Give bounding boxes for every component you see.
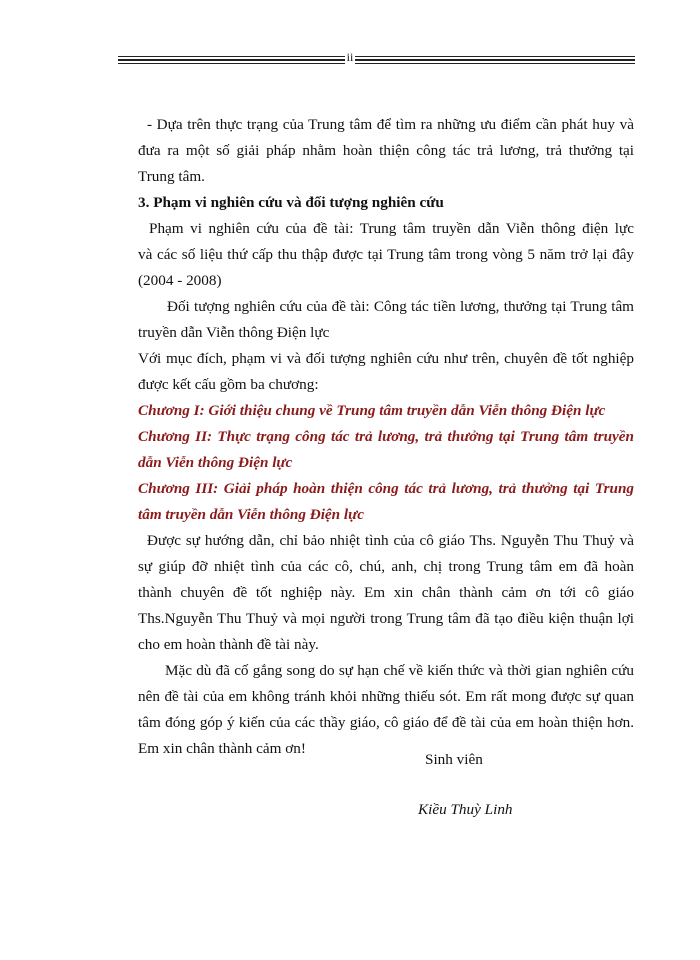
thanks-line: thành chuyên đề tốt nghiệp này. Em xin chân thành cảm ơn tới cô giáo xyxy=(138,584,634,601)
scope-line: Phạm vi nghiên cứu của đề tài: Trung tâm truyền dẫn Viễn thông điện lực xyxy=(149,220,634,237)
closing-line: tâm đóng góp ý kiến của các thầy giáo, cô giáo để đề tài của em hoàn thiện hơn. xyxy=(138,714,634,731)
document-body xyxy=(138,112,634,762)
signature-role: Sinh viên xyxy=(425,751,483,768)
signature-name: Kiều Thuỳ Linh xyxy=(418,801,513,818)
subject-line: Đối tượng nghiên cứu của đề tài: Công tác tiền lương, thưởng tại Trung tâm xyxy=(167,298,634,315)
chapter-2-title-cont: dẫn Viễn thông Điện lực xyxy=(138,454,293,471)
scope-line: (2004 - 2008) xyxy=(138,272,222,289)
closing-line: nên đề tài của em không tránh khỏi những thiếu sót. Em rất mong được sự quan xyxy=(138,688,634,705)
chapter-1-title: Chương I: Giới thiệu chung về Trung tâm truyền dẫn Viễn thông Điện lực xyxy=(138,402,606,419)
closing-line: Mặc dù đã cố gắng song do sự hạn chế về kiến thức và thời gian nghiên cứu xyxy=(165,662,634,679)
chapter-2-title: Chương II: Thực trạng công tác trả lương, trả thưởng tại Trung tâm truyền xyxy=(138,428,634,445)
section-heading: 3. Phạm vi nghiên cứu và đối tượng nghiên cứu xyxy=(138,194,444,211)
objective-line: đưa ra một số giải pháp nhằm hoàn thiện công tác trả lương, trả thưởng tại xyxy=(138,142,634,159)
thanks-line: Được sự hướng dẫn, chỉ bảo nhiệt tình của cô giáo Ths. Nguyễn Thu Thuỷ và xyxy=(147,532,634,549)
chapter-3-title-cont: tâm truyền dẫn Viễn thông Điện lực xyxy=(138,506,364,523)
closing-line: Em xin chân thành cảm ơn! xyxy=(138,740,306,757)
chapter-3-title: Chương III: Giải pháp hoàn thiện công tác trả lương, trả thưởng tại Trung xyxy=(138,480,634,497)
subject-line: truyền dẫn Viễn thông Điện lực xyxy=(138,324,330,341)
structure-line: Với mục đích, phạm vi và đối tượng nghiên cứu như trên, chuyên đề tốt nghiệp xyxy=(138,350,634,367)
scope-line: và các số liệu thứ cấp thu thập được tại Trung tâm trong vòng 5 năm trở lại đây xyxy=(138,246,634,263)
page-number: ii xyxy=(346,50,354,64)
thanks-line: cho em hoàn thành đề tài này. xyxy=(138,636,319,653)
thanks-line: Ths.Nguyễn Thu Thuỷ và mọi người trong Trung tâm đã tạo điều kiện thuận lợi xyxy=(138,610,634,627)
objective-line: Trung tâm. xyxy=(138,168,205,185)
thanks-line: sự giúp đỡ nhiệt tình của các cô, chú, anh, chị trong Trung tâm em đã hoàn xyxy=(138,558,634,575)
structure-line: được kết cấu gồm ba chương: xyxy=(138,376,319,393)
objective-line: - Dựa trên thực trạng của Trung tâm để tìm ra những ưu điểm cần phát huy và xyxy=(147,116,634,133)
